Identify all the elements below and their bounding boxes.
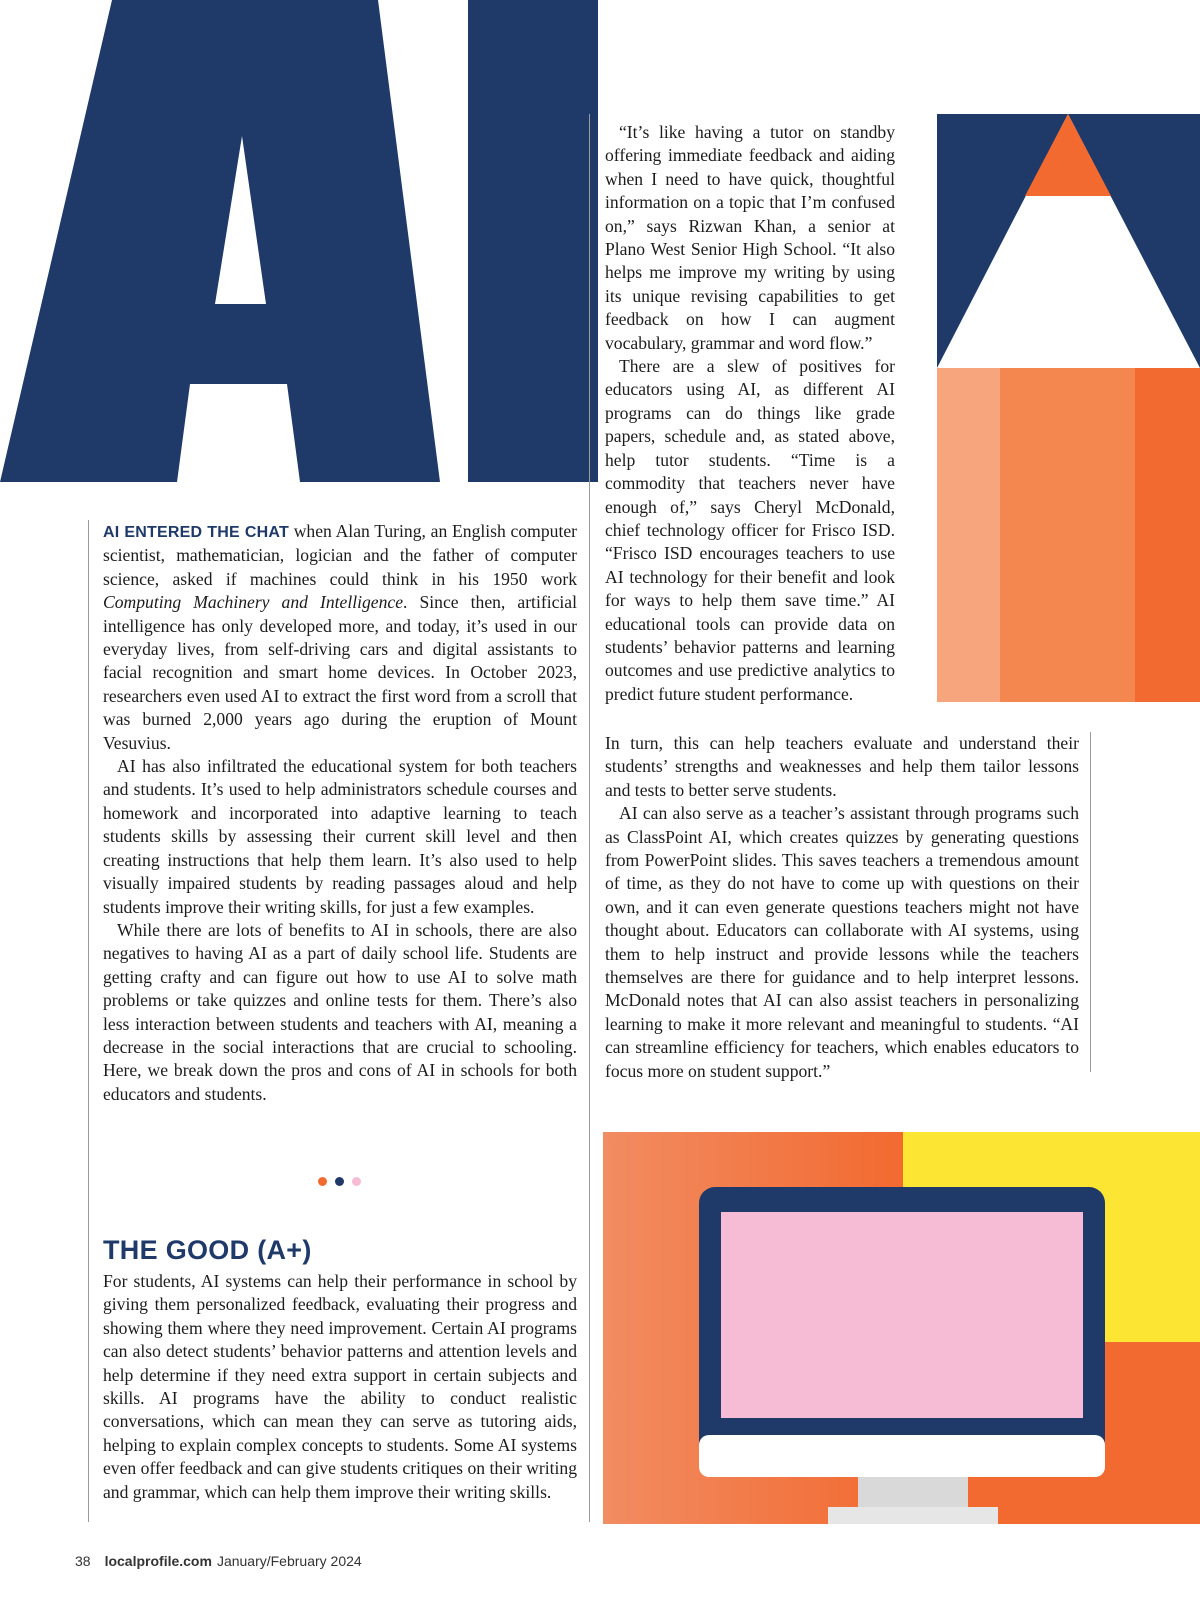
orange-dot: [318, 1177, 327, 1186]
navy-dot: [335, 1177, 344, 1186]
letter-i-shape: [468, 0, 598, 482]
letter-a-shape: [0, 0, 440, 482]
left-column-rule: [88, 520, 89, 1522]
ai-headline-graphic: [0, 0, 600, 482]
footer-site-link[interactable]: localprofile.com: [104, 1553, 212, 1569]
continuation-paragraph: In turn, this can help teachers evaluate and understand their students’ strengths and weaknesses and help them tailor lessons and tests to better serve students.: [605, 733, 1079, 800]
page-number: 38: [75, 1553, 91, 1569]
lead-in: AI ENTERED THE CHAT: [103, 524, 289, 541]
footer-issue: January/February 2024: [216, 1553, 362, 1569]
book-title: Computing Machinery and Intelligence: [103, 592, 404, 613]
intro-paragraph-1: AI ENTERED THE CHAT when Alan Turing, an English computer scientist, mathematician, logician and the father of computer science, asked if machines could think in his 1950 work Computing Machinery and Intelligence. Since then, artificial intelligence has only developed more, and today, it’s used in our everyday lives, from self-driving cars and digital assistants to facial recognition and smart home devices. In October 2023, researchers even used AI to extract the first word from a scroll that was burned 2,000 years ago during the eruption of Mount Vesuvius.: [103, 521, 577, 753]
right-column-rule: [1090, 732, 1091, 1072]
right-narrow-column: [605, 121, 895, 706]
intro-article-column: [103, 520, 577, 1106]
intro-paragraph-2: AI has also infiltrated the educational system for both teachers and students. It’s used to help administrators schedule courses and homework and incorporated into adaptive learning to teach students skills by assessing their current skill level and then creating instructions that help them learn. It’s also used to help visually impaired students by reading passages aloud and help students improve their writing skills, for just a few examples.: [103, 756, 577, 917]
section-heading-the-good: THE GOOD (A+): [103, 1235, 312, 1265]
good-section-column: [103, 1270, 577, 1504]
page-footer: [75, 1553, 362, 1569]
computer-monitor-illustration: [603, 1132, 1200, 1524]
assistant-paragraph: AI can also serve as a teacher’s assistant through programs such as ClassPoint AI, which creates quizzes by generating questions from PowerPoint slides. This saves teachers a tremendous amount of time, as they do not have to come up with questions on their own, and it can even generate questions teachers might not have thought about. Educators can collaborate with AI systems, using them to help instruct and provide lessons while the teachers themselves are there for guidance and to help interpret lessons. McDonald notes that AI can also assist teachers in personalizing learning to make it more relevant and meaningful to students. “AI can streamline efficiency for teachers, which enables educators to focus more on student support.”: [605, 803, 1079, 1081]
quote-paragraph: “It’s like having a tutor on standby offering immediate feedback and aiding when I need to have quick, thoughtful information on a topic that I’m confused on,” says Rizwan Khan, a senior at Plano West Senior High School. “It also helps me improve my writing by using its unique revising capabilities to get feedback on how I can augment vocabulary, grammar and word flow.”: [605, 122, 895, 353]
section-divider-dots: [318, 1177, 368, 1187]
intro-paragraph-3: While there are lots of benefits to AI in schools, there are also negatives to having AI as a part of daily school life. Students are getting crafty and can figure out how to use AI to solve math problems or take quizzes and online tests for them. There’s also less interaction between students and teachers with AI, meaning a decrease in the social interactions that are crucial to schooling. Here, we break down the pros and cons of AI in schools for both educators and students.: [103, 919, 577, 1104]
pencil-illustration: [937, 114, 1200, 702]
center-column-rule: [589, 114, 590, 1522]
educators-paragraph: There are a slew of positives for educators using AI, as different AI programs can do things like grade papers, schedule and, as stated above, help tutor students. “Time is a commodity that teachers never have enough of,” says Cheryl McDonald, chief technology officer for Frisco ISD. “Frisco ISD encourages teachers to use AI technology for their benefit and look for ways to help them save time.” AI educational tools can provide data on students’ behavior patterns and learning outcomes and use predictive analytics to predict future student performance.: [605, 356, 895, 704]
good-paragraph-1: For students, AI systems can help their performance in school by giving them personalized feedback, evaluating their progress and showing them where they need improvement. Certain AI programs can also detect students’ behavior patterns and attention levels and help determine if they need extra support in certain subjects and skills. AI programs have the ability to conduct realistic conversations, which can mean they can serve as tutoring aids, helping to explain complex concepts to students. Some AI systems even offer feedback and can give students critiques on their writing and grammar, which can help them improve their writing skills.: [103, 1271, 577, 1502]
right-wide-column: [605, 732, 1079, 1083]
pink-dot: [352, 1177, 361, 1186]
